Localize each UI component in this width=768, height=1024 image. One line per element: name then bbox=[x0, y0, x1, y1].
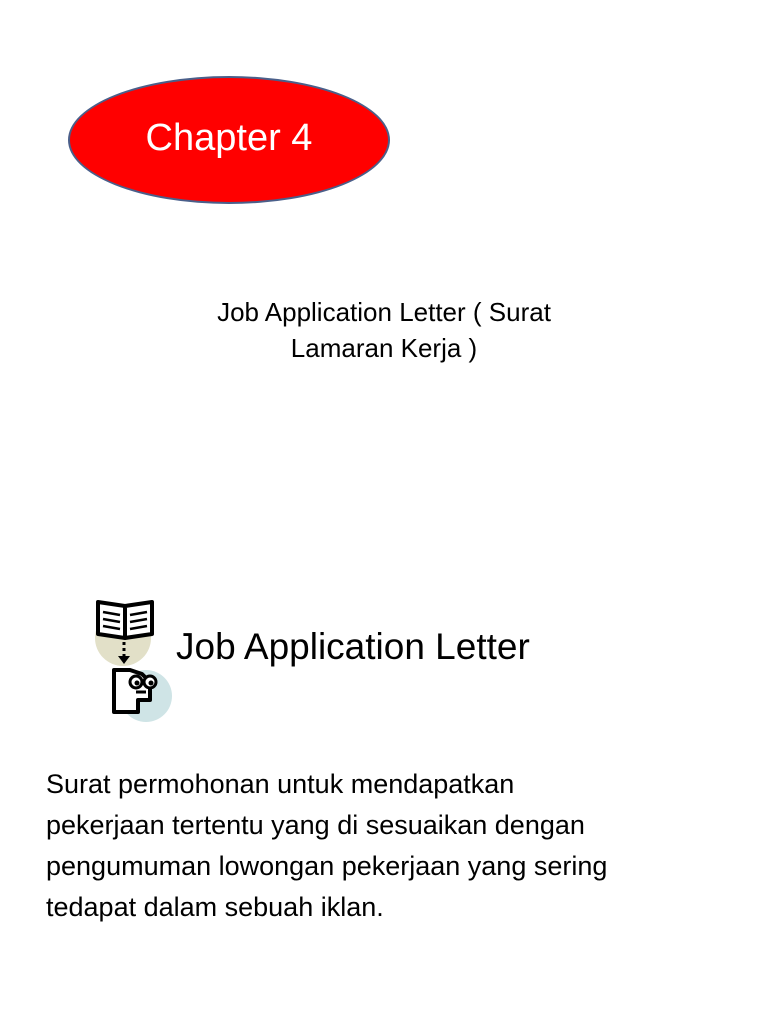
slide-subtitle bbox=[134, 294, 634, 366]
subtitle-line: Job Application Letter ( Surat bbox=[217, 297, 551, 327]
paragraph-line: Surat permohonan untuk mendapatkan bbox=[46, 769, 515, 799]
subtitle-line: Lamaran Kerja ) bbox=[290, 333, 478, 363]
paragraph-line: pengumuman lowongan pekerjaan yang sering bbox=[46, 851, 608, 881]
slide-heading: Job Application Letter bbox=[176, 626, 530, 667]
paragraph-line: tedapat dalam sebuah iklan. bbox=[46, 892, 384, 922]
definition-paragraph bbox=[46, 764, 736, 928]
chapter-label: Chapter 4 bbox=[145, 117, 313, 159]
paragraph-line: pekerjaan tertentu yang di sesuaikan dengan bbox=[46, 810, 585, 840]
book-reader-icon bbox=[90, 596, 176, 728]
chapter-ellipse bbox=[68, 76, 390, 204]
